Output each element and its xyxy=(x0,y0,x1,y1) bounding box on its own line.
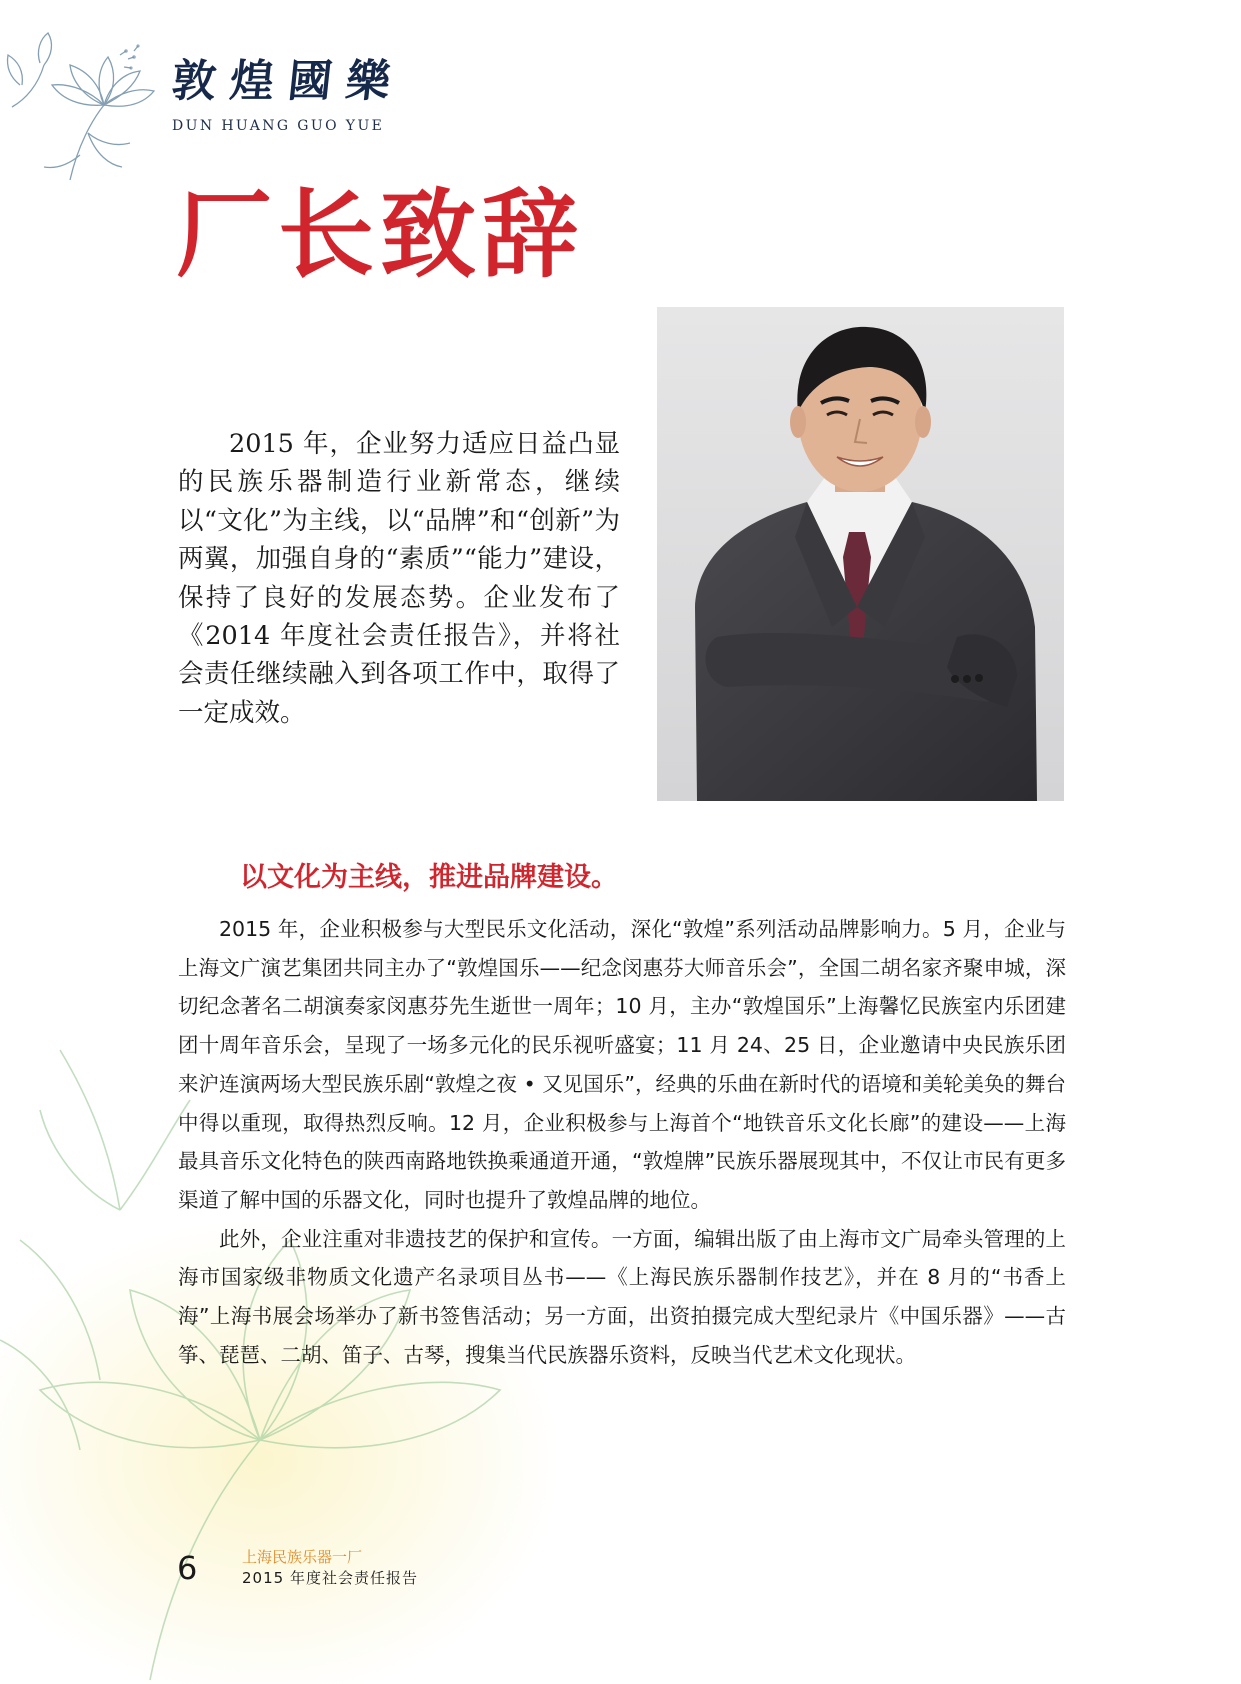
section-body xyxy=(178,910,1066,1374)
brand-logo-pinyin: DUN HUANG GUO YUE xyxy=(172,118,385,134)
lotus-flower-icon xyxy=(0,15,160,185)
intro-paragraph: 2015 年，企业努力适应日益凸显的民族乐器制造行业新常态，继续以“文化”为主线，以“品牌”和“创新”为两翼，加强自身的“素质”“能力”建设，保持了良好的发展态势。企业发布了《2014 年度社会责任报告》，并将社会责任继续融入到各项工作中，取得了一定成效。 xyxy=(178,429,620,728)
brand-logo-title: 敦煌國樂 xyxy=(169,56,407,107)
director-portrait-photo xyxy=(657,307,1064,801)
footer-company-name: 上海民族乐器一厂 xyxy=(242,1548,363,1566)
footer-report-name: 2015 年度社会责任报告 xyxy=(242,1569,418,1587)
page-number: 6 xyxy=(177,1549,198,1587)
page-title: 厂长致辞 xyxy=(176,179,584,291)
body-paragraph: 2015 年，企业积极参与大型民乐文化活动，深化“敦煌”系列活动品牌影响力。5 月，企业与上海文广演艺集团共同主办了“敦煌国乐——纪念闵惠芬大师音乐会”，全国二胡名家齐聚申城，深切纪念著名二胡演奏家闵惠芬先生逝世一周年；10 月，主办“敦煌国乐”上海馨忆民族室内乐团建团十周年音乐会，呈现了一场多元化的民乐视听盛宴；11 月 24、25 日，企业邀请中央民族乐团来沪连演两场大型民族乐剧“敦煌之夜 • 又见国乐”，经典的乐曲在新时代的语境和美轮美奂的舞台中得以重现，取得热烈反响。12 月，企业积极参与上海首个“地铁音乐文化长廊”的建设——上海最具音乐文化特色的陕西南路地铁换乘通道开通，“敦煌牌”民族乐器展现其中，不仅让市民有更多渠道了解中国的乐器文化，同时也提升了敦煌品牌的地位。 xyxy=(178,917,1066,1212)
body-paragraph: 此外，企业注重对非遗技艺的保护和宣传。一方面，编辑出版了由上海市文广局牵头管理的上海市国家级非物质文化遗产名录项目丛书——《上海民族乐器制作技艺》，并在 8 月的“书香上海”上海书展会场举办了新书签售活动；另一方面，出资拍摄完成大型纪录片《中国乐器》——古筝、琵琶、二胡、笛子、古琴，搜集当代民族器乐资料，反映当代艺术文化现状。 xyxy=(178,1226,1066,1367)
section-heading: 以文化为主线，推进品牌建设。 xyxy=(240,862,618,893)
